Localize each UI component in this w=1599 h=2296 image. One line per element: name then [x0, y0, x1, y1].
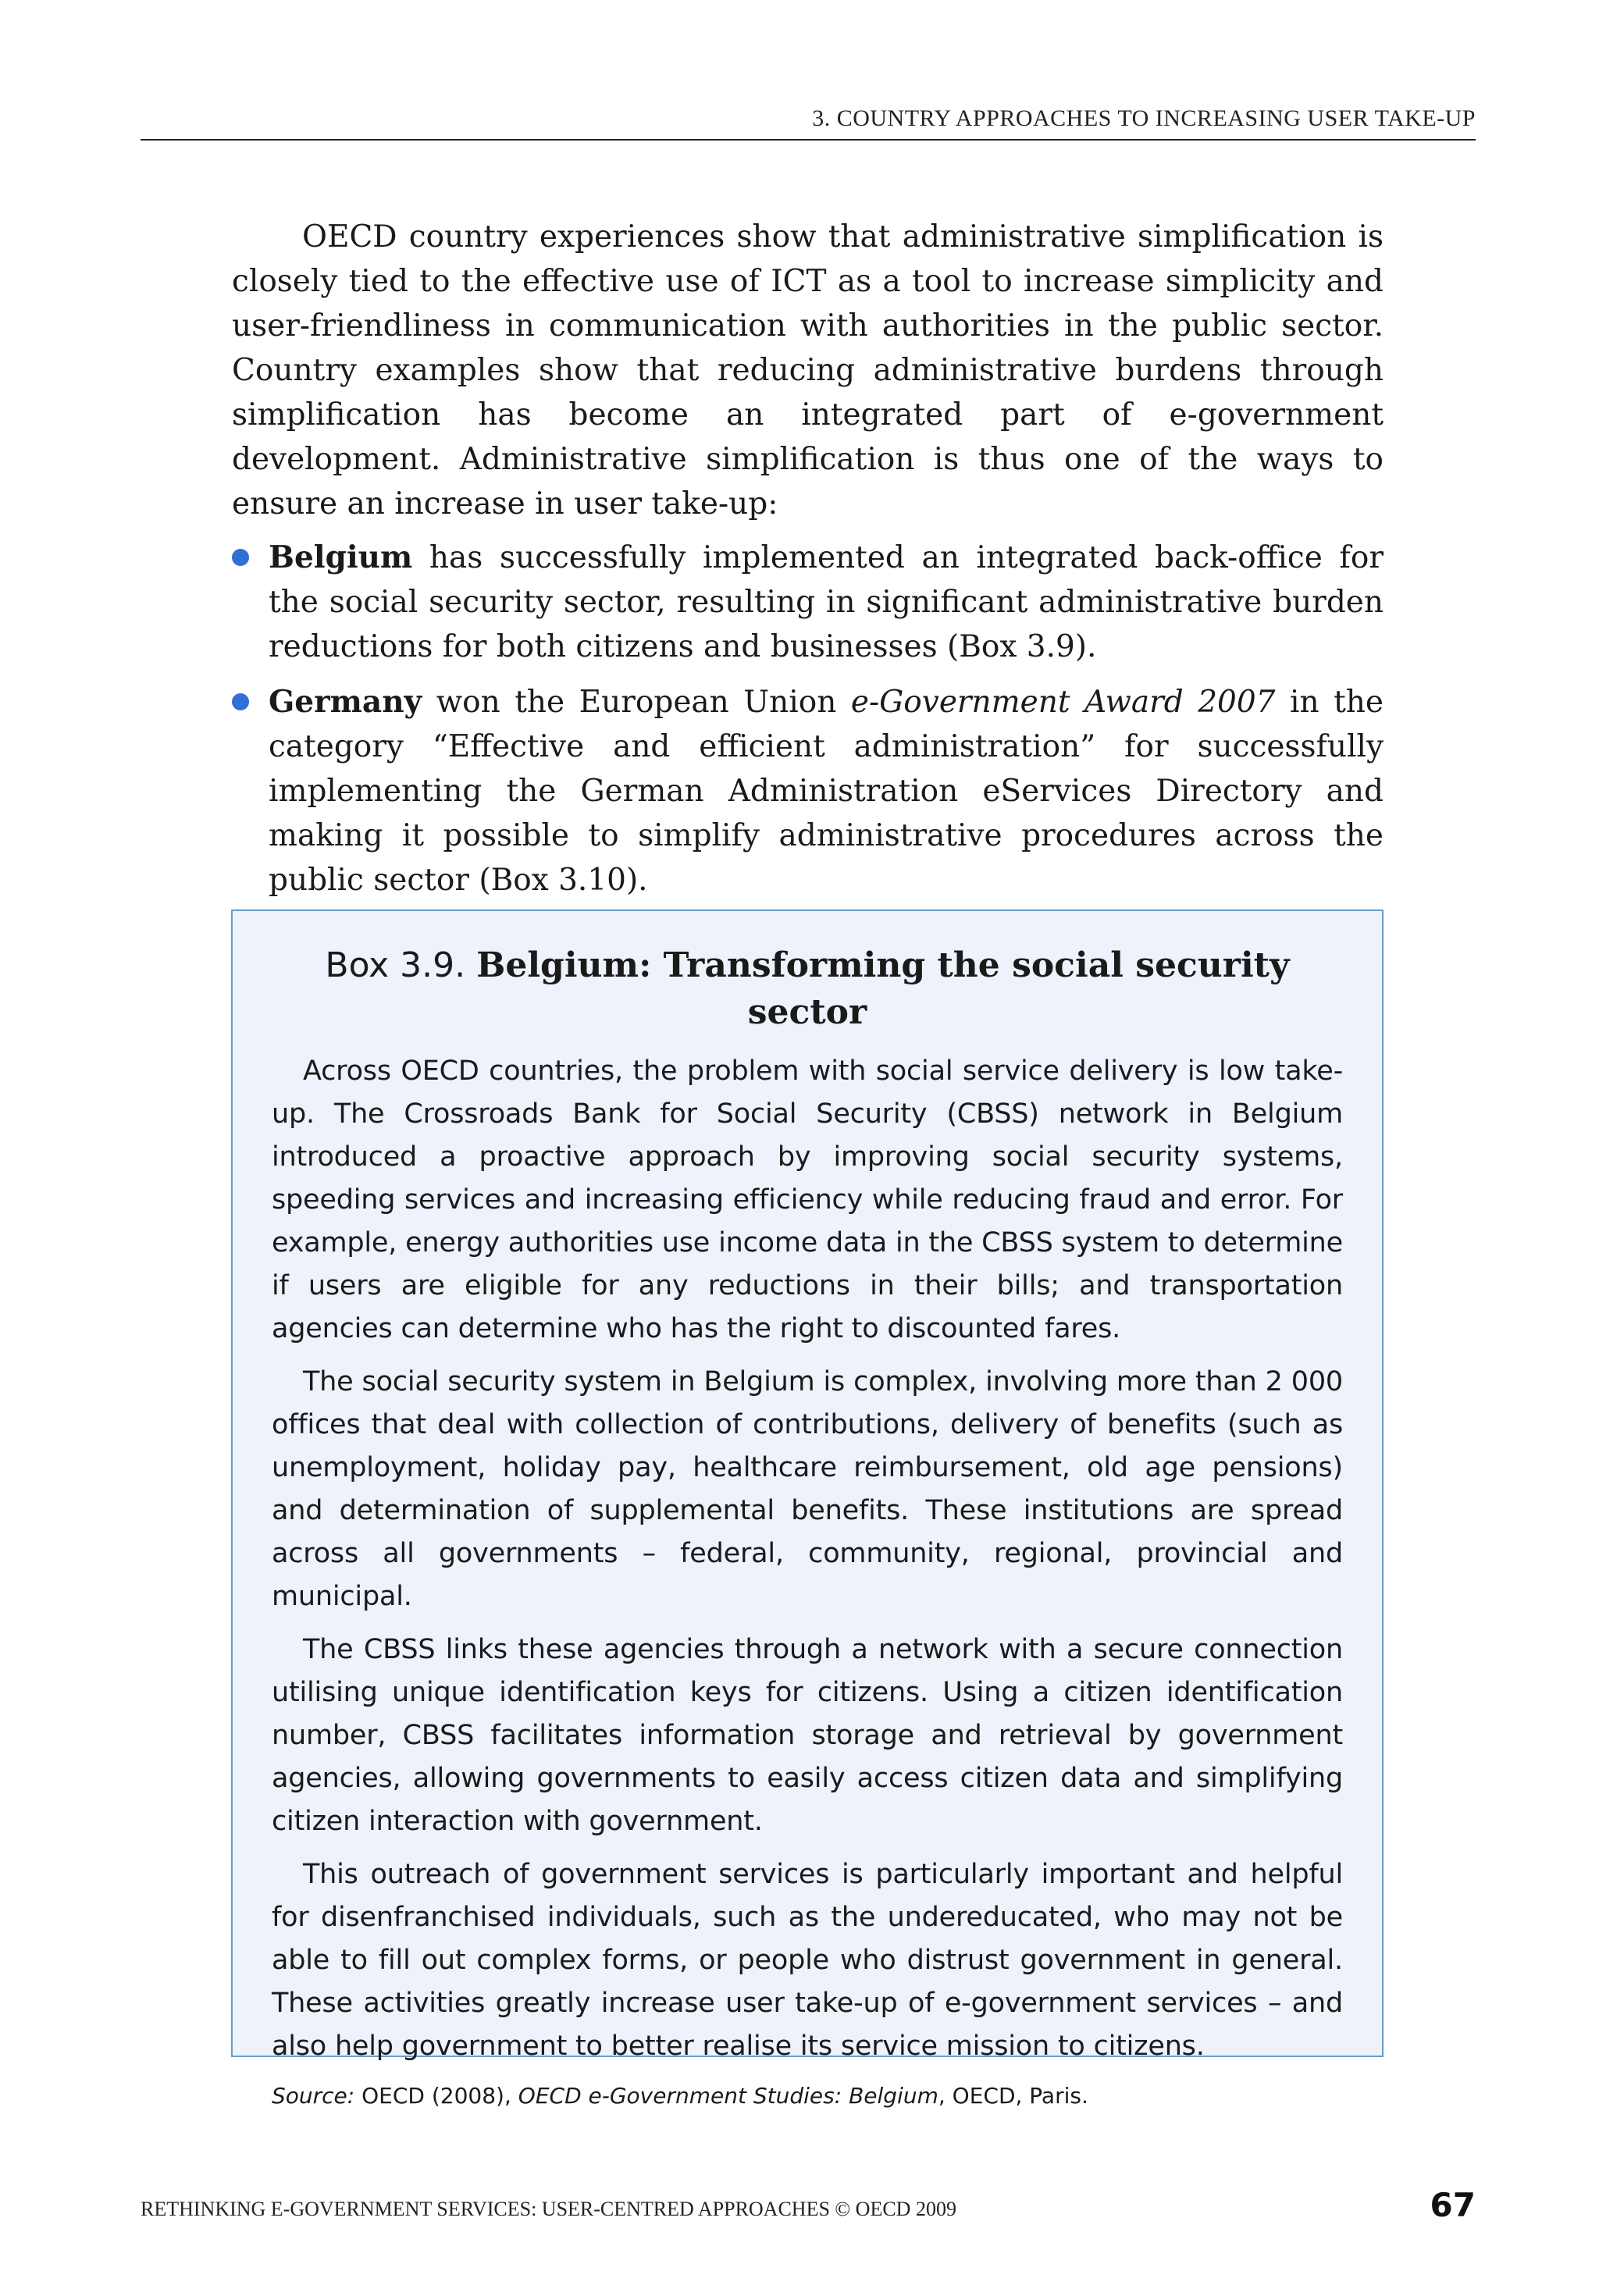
box-title — [272, 942, 1343, 1036]
source-text: OECD (2008), — [354, 2083, 518, 2109]
header-rule — [141, 139, 1476, 141]
bullet-germany — [232, 680, 1384, 902]
box-heading: Belgium: Transforming the social security sector — [476, 945, 1290, 1032]
bullet-text: has successfully implemented an integrated back-office for the social security sector, resulting in significant administrative burden reductions for both citizens and businesses (Box 3.9). — [269, 540, 1384, 664]
footer-publication: RETHINKING E-GOVERNMENT SERVICES: USER-CENTRED APPROACHES © OECD 2009 — [141, 2198, 956, 2220]
source-text-end: , OECD, Paris. — [938, 2083, 1088, 2109]
box-source — [272, 2078, 1343, 2113]
main-body — [232, 215, 1384, 913]
award-name: e-Government Award 2007 — [850, 685, 1276, 720]
bullet-dot-icon — [232, 693, 249, 710]
source-label: Source: — [272, 2083, 355, 2109]
bullet-dot-icon — [232, 549, 249, 566]
intro-paragraph: OECD country experiences show that administrative simplification is closely tied to the effective use of ICT as a tool to increase simplicity and user-friendliness in communication with authorities in the public sector. Country examples show that reducing administrative burdens through simplification has become an integrated part of e-government development. Administrative simplification is thus one of the ways to ensure an increase in user take-up: — [232, 219, 1384, 521]
box-3-9 — [231, 910, 1384, 2109]
bullet-belgium — [232, 536, 1384, 669]
bullet-lead-country: Belgium — [269, 539, 413, 575]
running-header: 3. COUNTRY APPROACHES TO INCREASING USER TAKE-UP — [812, 105, 1476, 131]
box-number: Box 3.9. — [325, 945, 466, 985]
box-paragraph: The CBSS links these agencies through a network with a secure connection utilising unique identification keys for citizens. Using a citizen identification number, CBSS facilitates information storage and retrieval by government agencies, allowing governments to easily access citizen data and simplifying citizen interaction with government. — [272, 1634, 1343, 1837]
bullet-text-continued: in the category “Effective and efficient administration” for successfully implementing the German Administration eServices Directory and making it possible to simplify administrative procedures across the public sector (Box 3.10). — [269, 685, 1384, 898]
country-bullet-list — [232, 536, 1384, 902]
bullet-text: won the European Union — [422, 685, 851, 720]
box-paragraph: This outreach of government services is particularly important and helpful for disenfranchised individuals, such as the undereducated, who may not be able to fill out complex forms, or people who distrust government in general. These activities greatly increase user take-up of e-government services – and also help government to better realise its service mission to citizens. — [272, 1859, 1343, 2062]
box-paragraph: Across OECD countries, the problem with social service delivery is low take-up. The Crossroads Bank for Social Security (CBSS) network in Belgium introduced a proactive approach by improving social security systems, speeding services and increasing efficiency while reducing fraud and error. For example, energy authorities use income data in the CBSS system to determine if users are eligible for any reductions in their bills; and transportation agencies can determine who has the right to discounted fares. — [272, 1055, 1343, 1344]
source-title: OECD e-Government Studies: Belgium — [518, 2083, 938, 2109]
bullet-lead-country: Germany — [269, 684, 422, 720]
box-paragraph: The social security system in Belgium is complex, involving more than 2 000 offices that deal with collection of contributions, delivery of benefits (such as unemployment, holiday pay, healthcare reimbursement, old age pensions) and determination of supplemental benefits. These institutions are spread across all governments – federal, community, regional, provincial and municipal. — [272, 1366, 1343, 1612]
page-number: 67 — [1430, 2186, 1476, 2224]
